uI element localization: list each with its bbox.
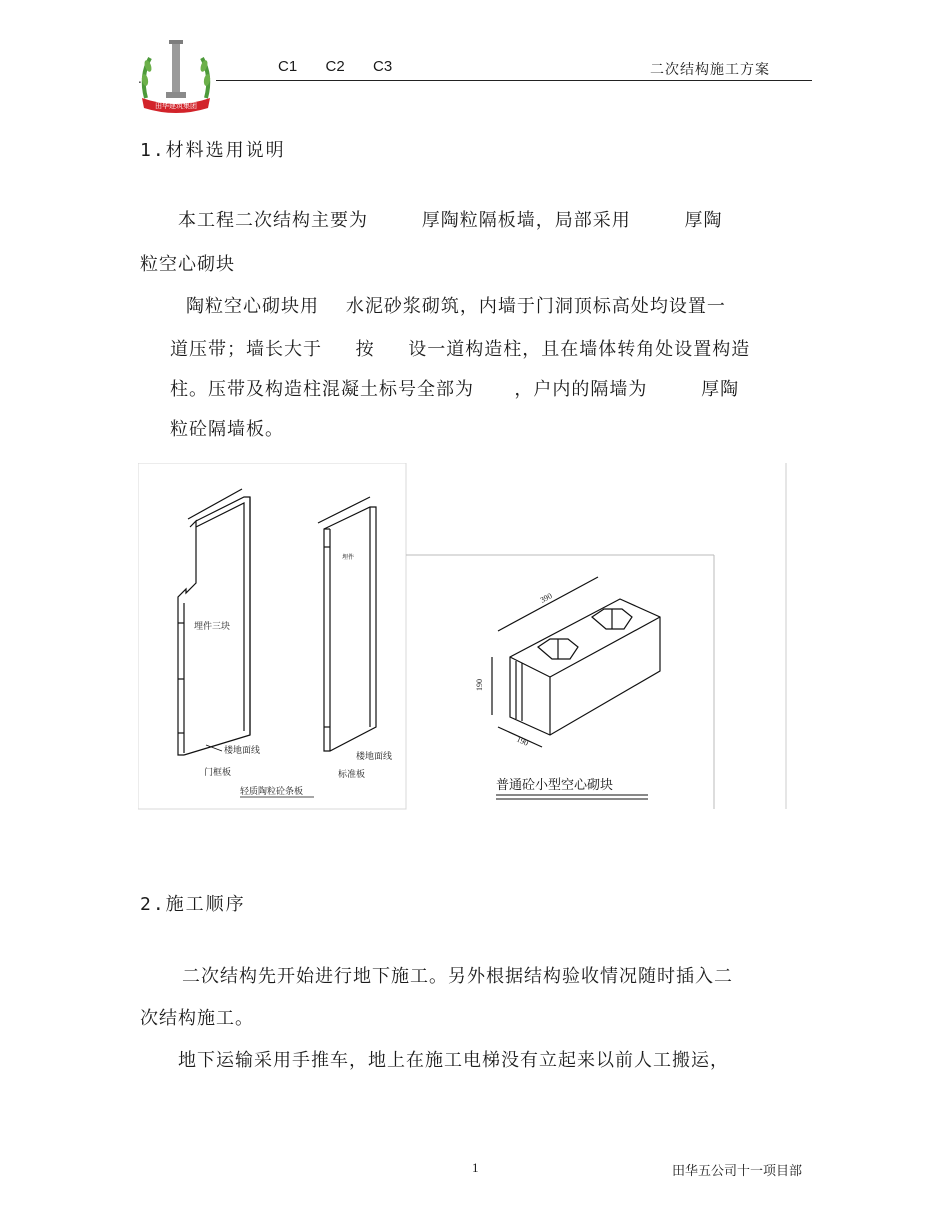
dim-length: 390 xyxy=(538,591,554,605)
section1-line-4: 道压带；墙长大于 按 设一道构造柱，且在墙体转角处设置构造 xyxy=(170,339,751,360)
page-number: 1 xyxy=(472,1160,479,1175)
section1-line-6: 粒砼隔墙板。 xyxy=(170,419,284,440)
mid-label-standard: 标准板 xyxy=(338,770,366,780)
left-label-floor: 楼地面线 xyxy=(224,746,261,756)
section2-line-2: 次结构施工。 xyxy=(140,1008,254,1029)
mid-label-floor: 楼地面线 xyxy=(356,752,393,762)
header-codes: C1 C2 C3 xyxy=(278,58,393,75)
standard-board-drawing xyxy=(318,497,376,751)
section2-line-3: 地下运输采用手推车，地上在施工电梯没有立起来以前人工搬运， xyxy=(178,1050,729,1071)
section1-line-5: 柱。压带及构造柱混凝土标号全部为 ，户内的隔墙为 厚陶 xyxy=(170,379,740,400)
hollow-block-drawing xyxy=(492,577,660,747)
monument-icon xyxy=(166,40,186,98)
left-caption: 轻质陶粒砼条板 xyxy=(240,787,304,797)
section1-line-1: 本工程二次结构主要为 厚陶粒隔板墙，局部采用 厚陶 xyxy=(178,210,723,231)
dim-height: 190 xyxy=(475,679,484,691)
section2-heading: 2.施工顺序 xyxy=(140,894,246,915)
logo-banner-text: 田华建筑集团 xyxy=(155,102,197,110)
section1-heading: 1.材料选用说明 xyxy=(140,140,286,161)
section1-line-2: 粒空心砌块 xyxy=(140,254,235,275)
left-label-embed: 埋件三块 xyxy=(194,622,231,632)
dim-width: 190 xyxy=(515,734,530,748)
mid-label-embed: 埋件 xyxy=(342,554,355,561)
section2-line-1: 二次结构先开始进行地下施工。另外根据结构验收情况随时插入二 xyxy=(182,966,733,987)
section1-line-3: 陶粒空心砌块用 水泥砂浆砌筑，内墙于门洞顶标高处均设置一 xyxy=(186,296,726,317)
header-title: 二次结构施工方案 xyxy=(650,62,770,78)
footer-org: 田华五公司十一项目部 xyxy=(672,1164,803,1179)
header-dot: . xyxy=(138,72,142,86)
right-caption: 普通砼小型空心砌块 xyxy=(496,778,614,793)
company-logo xyxy=(136,36,216,118)
left-label-door: 门框板 xyxy=(204,768,232,778)
construction-figure xyxy=(138,463,788,811)
header-rule xyxy=(216,80,812,81)
